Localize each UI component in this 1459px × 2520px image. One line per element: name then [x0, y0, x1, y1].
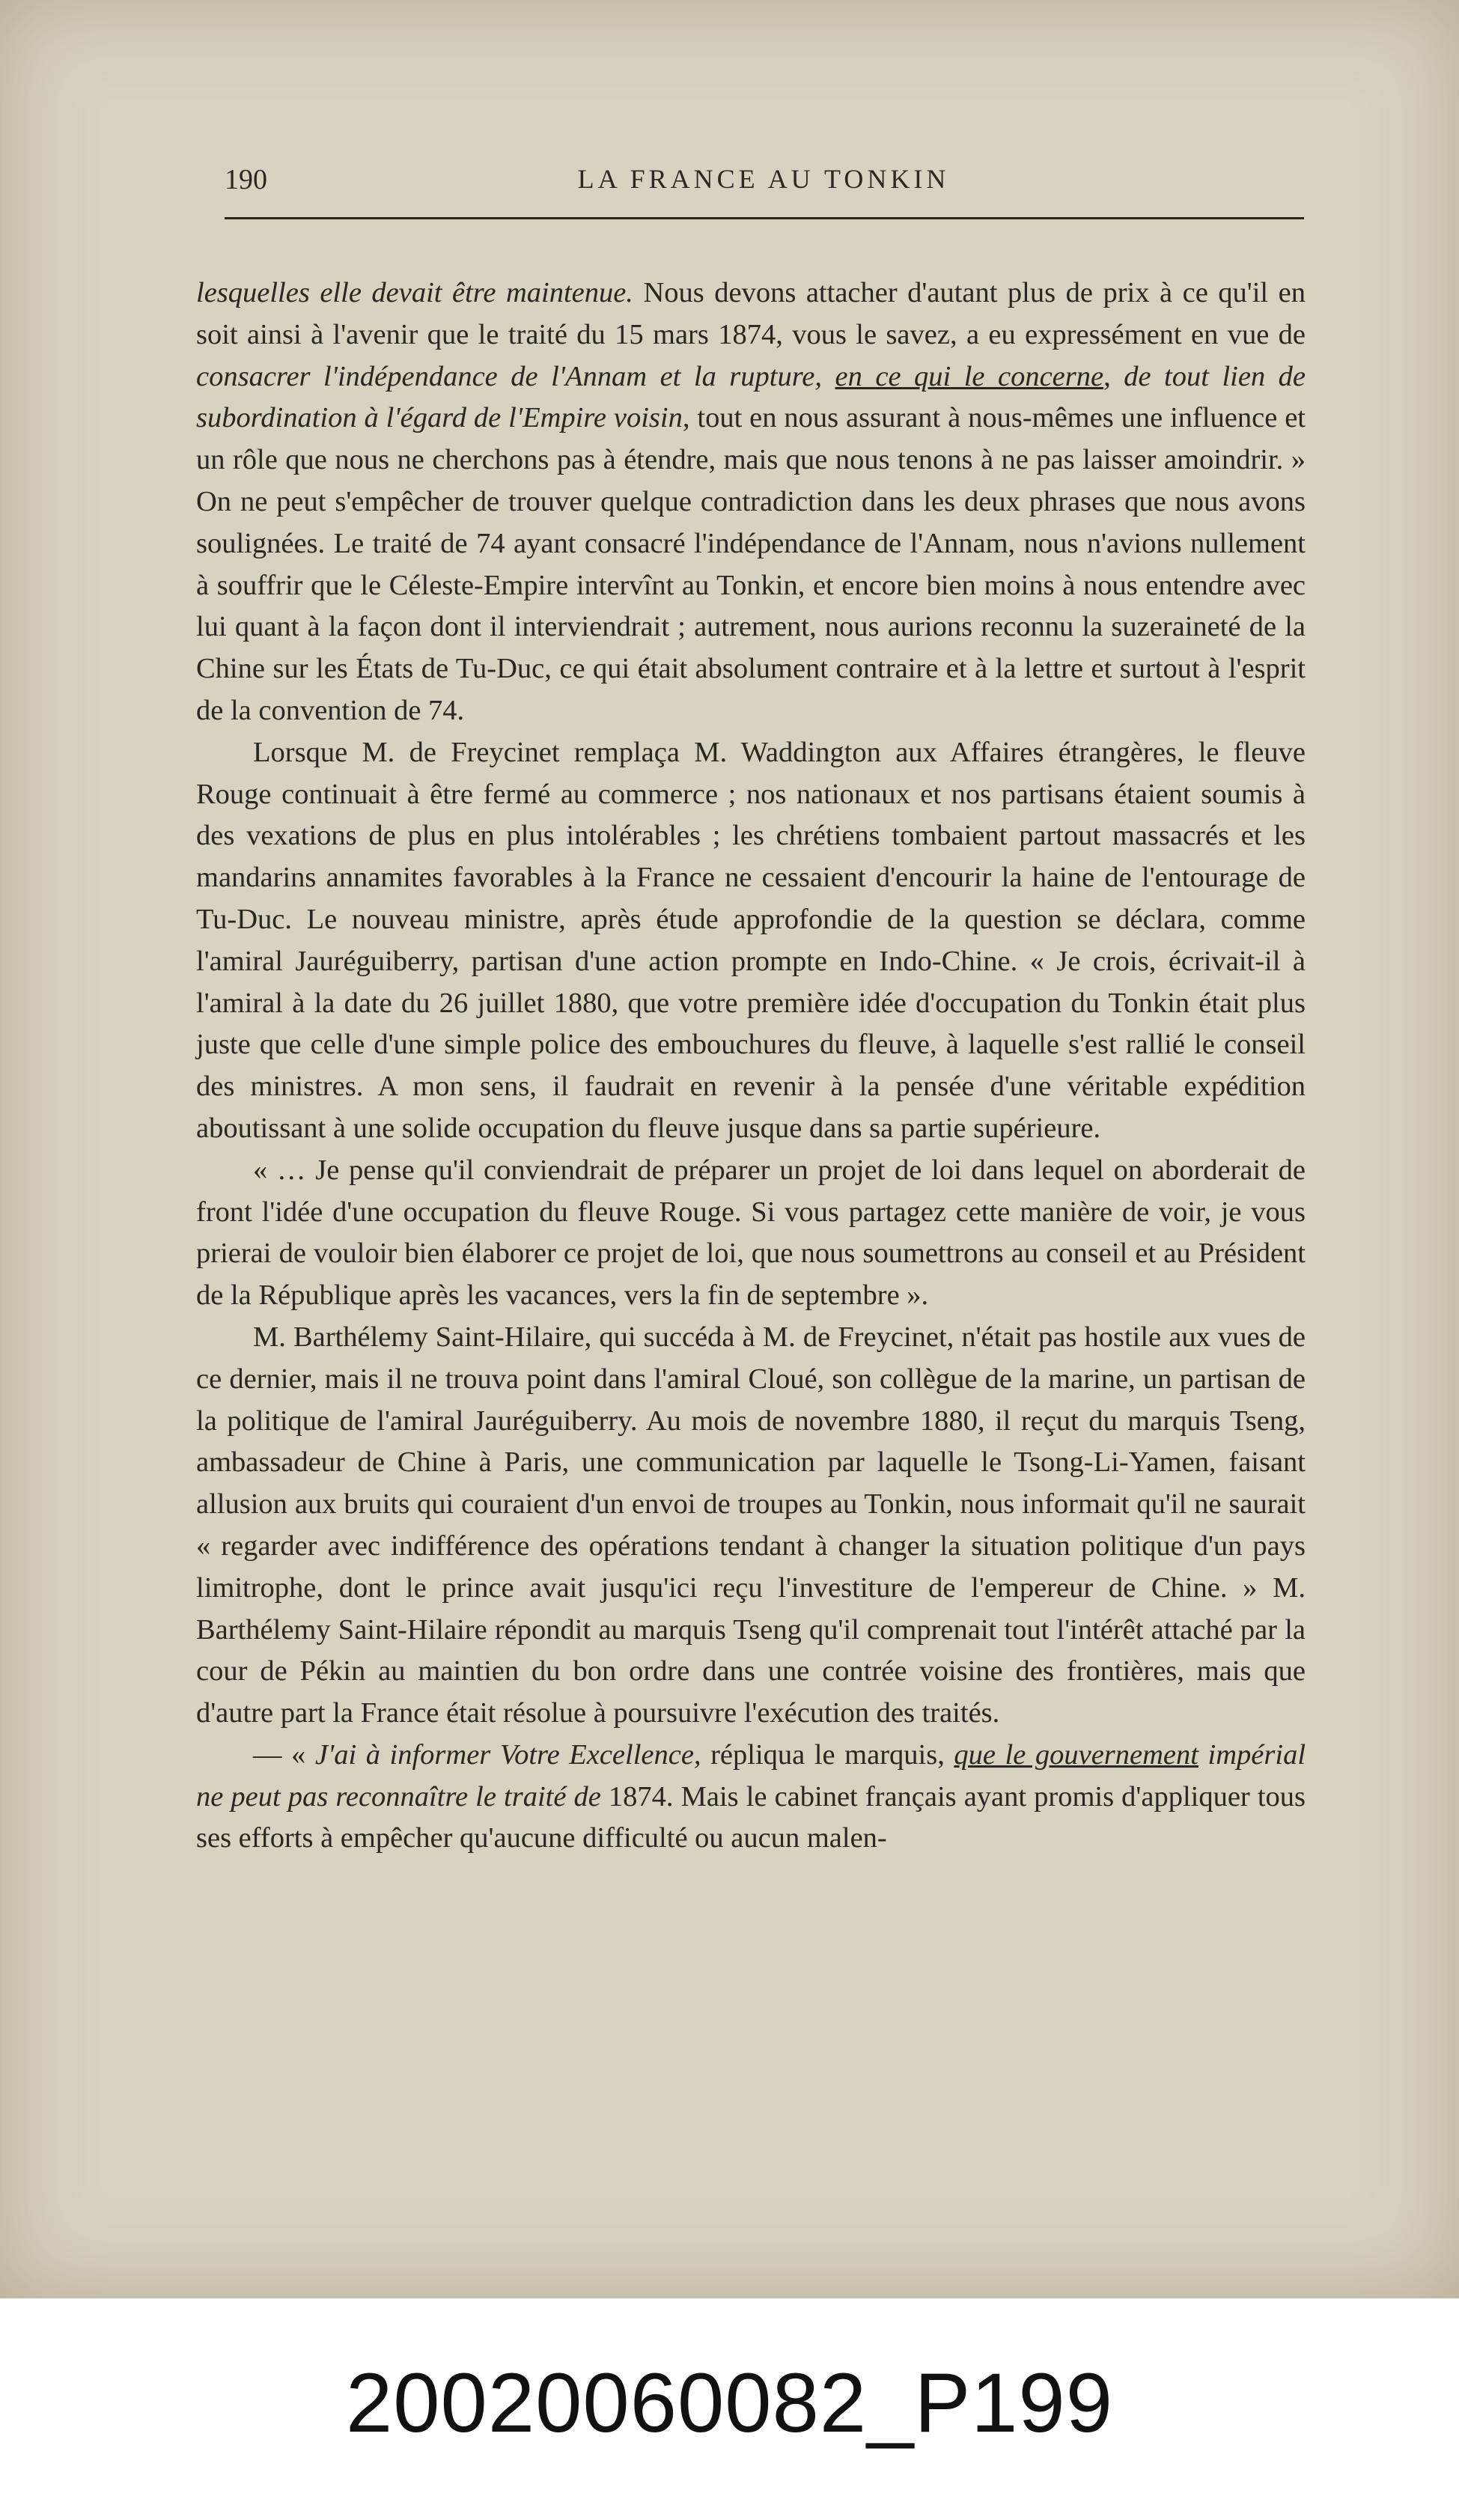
text-run: ,: [1103, 360, 1124, 392]
page-number: 190: [225, 164, 267, 195]
image-identifier: 20020060082_P199: [345, 2356, 1114, 2450]
italic-phrase: lesquelles elle devait être maintenue.: [196, 277, 633, 308]
paragraph-3: « … Je pense qu'il conviendrait de préparer un projet de loi dans lequel on aborderait de front l'idée d'une occupation du fleuve Rouge. Si vous partagez cette manière de voir, je vous prierai de vouloir bien élaborer ce projet de loi, que nous soumettrons au conseil et au Président de la République après les vacances, vers la fin de septembre ».: [196, 1154, 1306, 1312]
paragraph-4: M. Barthélemy Saint-Hilaire, qui succéda à M. de Freycinet, n'était pas hostile aux vues de ce dernier, mais il ne trouva point dans l'amiral Cloué, son collègue de la marine, un partisan de la politique de l'amiral Jauréguiberry. Au mois de novembre 1880, il reçut du marquis Tseng, ambassadeur de Chine à Paris, une communication par laquelle le Tsong-Li-Yamen, faisant allusion aux bruits qui couraient d'un envoi de troupes au Tonkin, nous informait qu'il ne saurait « regarder avec indifférence des opérations tendant à changer la situation politique d'un pays limitrophe, dont le prince avait jusqu'ici reçu l'investiture de l'empereur de Chine. » M. Barthélemy Saint-Hilaire répondit au marquis Tseng qu'il comprenait tout l'intérêt attaché par la cour de Pékin au maintien du bon ordre dans une contrée voisine des frontières, mais que d'autre part la France était résolue à poursuivre l'exécution des traités.: [196, 1321, 1306, 1729]
italic-phrase: impérial ne peut pas reconnaître le traité de: [196, 1738, 1306, 1813]
text-run: [822, 361, 835, 392]
underlined-italic-phrase: en ce qui le concerne: [835, 360, 1104, 392]
paragraph-2: Lorsque M. de Freycinet remplaça M. Waddington aux Affaires étrangères, le fleuve Rouge continuait à être fermé au commerce ; nos nationaux et nos partisans étaient soumis à des vexations de plus en plus intolérables ; les chrétiens tombaient partout massacrés et les mandarins annamites favorables à la France ne cessaient d'encourir la haine de l'entourage de Tu-Duc. Le nouveau ministre, après étude approfondie de la question se déclara, comme l'amiral Jauréguiberry, partisan d'une action prompte en Indo-Chine. « Je crois, écrivait-il à l'amiral à la date du 26 juillet 1880, que votre première idée d'occupation du Tonkin était plus juste que celle d'une simple police des embouchures du fleuve, à laquelle s'est rallié le conseil des ministres. A mon sens, il faudrait en revenir à la pensée d'une véritable expédition aboutissant à une solide occupation du fleuve jusque dans sa partie supérieure.: [196, 736, 1306, 1144]
text-run: répliqua le marquis,: [701, 1738, 954, 1771]
text-run: , tout en nous assurant à nous-mêmes une influence et un rôle que nous ne cherchons pas à étendre, mais que nous tenons à ne pas laisser amoindrir. » On ne peut s'empêcher de trouver quelque contradiction dans les deux phrases que nous avons soulignées. Le traité de 74 ayant consacré l'indépendance de l'Annam, nous n'avions nullement à souffrir que le Céleste-Empire intervînt au Tonkin, et encore bien moins à nous entendre avec lui quant à la façon dont il interviendrait ; autrement, nous aurions reconnu la suzeraineté de la Chine sur les États de Tu-Duc, ce qui était absolument contraire et à la lettre et surtout à l'esprit de la convention de 74.: [196, 402, 1306, 726]
text-run: — «: [253, 1738, 315, 1771]
running-title: LA FRANCE AU TONKIN: [577, 164, 950, 194]
italic-phrase: J'ai à informer Votre Excellence,: [314, 1738, 701, 1771]
text-run: Nous devons attacher d'autant plus de prix à ce qu'il en soit ainsi à l'avenir que le traité du 15 mars 1874, vous le savez, a eu expressément en vue de: [196, 277, 1306, 350]
underlined-italic-phrase: que le gouvernement: [954, 1738, 1198, 1771]
text-run: [1198, 1739, 1208, 1771]
italic-phrase: consacrer l'indépendance de l'Annam et la rupture,: [196, 360, 823, 392]
italic-phrase: de tout lien de subordination à l'égard de l'Empire voisin: [196, 360, 1306, 434]
identifier-strip: [0, 2298, 1459, 2520]
header-rule: [225, 217, 1304, 219]
body-text: [196, 273, 1306, 1860]
paragraph-1: [196, 273, 1306, 732]
text-run: 1874. Mais le cabinet français ayant promis d'appliquer tous ses efforts à empêcher qu'aucune difficulté ou aucun malen-: [196, 1780, 1306, 1854]
paragraph-5: [196, 1735, 1306, 1860]
running-head: [225, 163, 1303, 205]
